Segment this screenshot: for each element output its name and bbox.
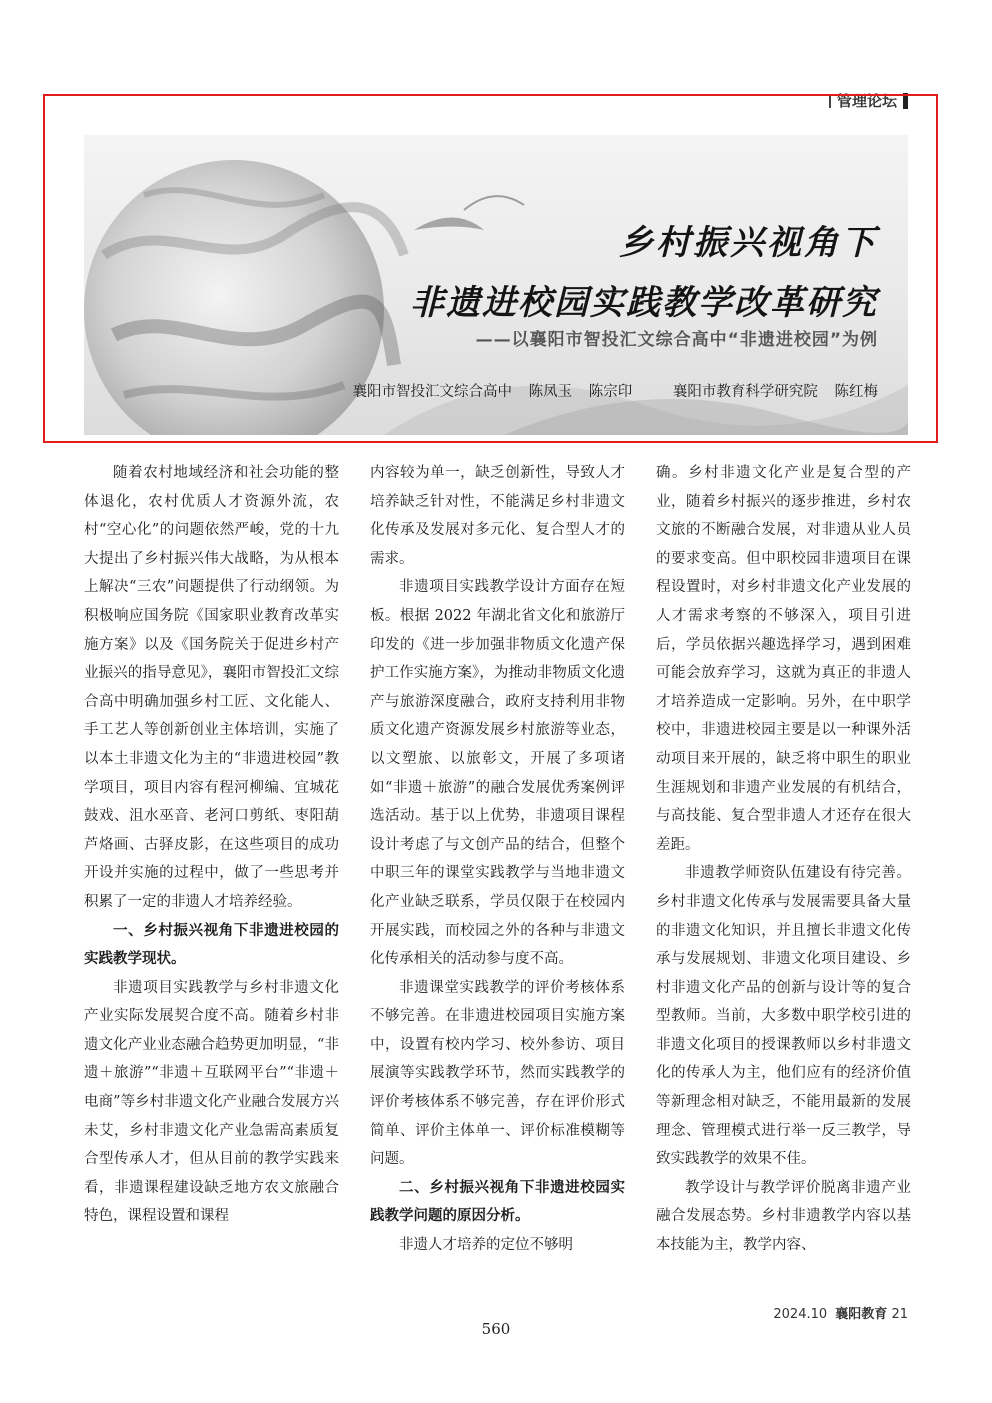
text-column-3 [656, 459, 911, 1260]
author-name: 陈红梅 [834, 384, 878, 400]
author-affiliation: 襄阳市智投汇文综合高中 [352, 384, 513, 400]
paragraph: 内容较为单一，缺乏创新性，导致人才培养缺乏针对性，不能满足乡村非遗文化传承及发展对多元化、复合型人才的需求。 [370, 465, 625, 567]
author-affiliation: 襄阳市教育科学研究院 [672, 384, 818, 400]
paragraph: 非遗项目实践教学与乡村非遗文化产业实际发展契合度不高。随着乡村非遗文化产业业态融合趋势更加明显，“非遗＋旅游”“非遗＋互联网平台”“非遗＋电商”等乡村非遗文化产业融合发展方兴未艾，乡村非遗文化产业急需高素质复合型传承人才，但从目前的教学实践来看，非遗课程建设缺乏地方农文旅融合特色，课程设置和课程 [84, 979, 339, 1225]
paragraph: 非遗教学师资队伍建设有待完善。乡村非遗文化传承与发展需要具备大量的非遗文化知识，并且擅长非遗文化传承与发展规划、非遗文化项目建设、乡村非遗文化产品的创新与设计等的复合型教师。当前，大多数中职学校引进的非遗文化项目的授课教师以乡村非遗文化的传承人为主，他们应有的经济价值等新理念相对缺乏，不能用最新的发展理念、管理模式进行举一反三教学，导致实践教学的效果不佳。 [656, 865, 911, 1168]
journal-name: 襄阳教育 [835, 1307, 888, 1322]
author-name: 陈凤玉 [528, 384, 573, 400]
article-subtitle: ——以襄阳市智投汇文综合高中“非遗进校园”为例 [475, 330, 878, 350]
paragraph: 确。乡村非遗文化产业是复合型的产业，随着乡村振兴的逐步推进，乡村农文旅的不断融合发展，对非遗从业人员的要求变高。但中职校园非遗项目在课程设置时，对乡村非遗文化产业发展的人才需求考察的不够深入，项目引进后，学员依据兴趣选择学习，遇到困难可能会放弃学习，这就为真正的非遗人才培养造成一定影响。另外，在中职学校中，非遗进校园主要是以一种课外活动项目来开展的，缺乏将中职生的职业生涯规划和非遗产业发展的有机结合，与高技能、复合型非遗人才还存在很大差距。 [656, 465, 911, 853]
highlight-box [43, 94, 938, 443]
page-number: 560 [481, 1320, 511, 1338]
paragraph: 教学设计与教学评价脱离非遗产业融合发展态势。乡村非遗教学内容以基本技能为主，教学内容、 [656, 1179, 911, 1254]
paragraph: 非遗课堂实践教学的评价考核体系不够完善。在非遗进校园项目实施方案中，设置有校内学习、校外参访、项目展演等实践教学环节，然而实践教学的评价考核体系不够完善，存在评价形式简单、评价主体单一、评价标准模糊等问题。 [370, 979, 625, 1168]
paragraph: 非遗人才培养的定位不够明 [399, 1237, 573, 1254]
paragraph: 非遗项目实践教学设计方面存在短板。根据 2022 年湖北省文化和旅游厅印发的《进一步加强非物质文化遗产保护工作实施方案》，为推动非物质文化遗产与旅游深度融合，政府支持利用非物质文化遗产资源发展乡村旅游等业态，以文塑旅、以旅彰文，开展了多项诸如“非遗＋旅游”的融合发展优秀案例评选活动。基于以上优势，非遗项目课程设计考虑了与文创产品的结合，但整个中职三年的课堂实践教学与当地非遗文化产业缺乏联系，学员仅限于在校园内开展实践，而校园之外的各种与非遗文化传承相关的活动参与度不高。 [370, 579, 625, 968]
author-name: 陈宗印 [588, 384, 633, 400]
paragraph: 随着农村地域经济和社会功能的整体退化，农村优质人才资源外流，农村“空心化”的问题依然严峻，党的十九大提出了乡村振兴伟大战略，为从根本上解决“三农”问题提供了行动纲领。为积极响应国务院《国家职业教育改革实施方案》以及《国务院关于促进乡村产业振兴的指导意见》，襄阳市智投汇文综合高中明确加强乡村工匠、文化能人、手工艺人等创新创业主体培训，实施了以本土非遗文化为主的“非遗进校园”教学项目，项目内容有程河柳编、宜城花鼓戏、沮水巫音、老河口剪纸、枣阳葫芦烙画、古驿皮影，在这些项目的成功开设并实施的过程中，做了一些思考并积累了一定的非遗人才培养经验。 [84, 465, 339, 910]
section-heading: 二、乡村振兴视角下非遗进校园实践教学问题的原因分析。 [370, 1179, 625, 1225]
text-column-2 [370, 459, 625, 1260]
journal-page: 21 [891, 1307, 908, 1322]
article-title-line2: 非遗进校园实践教学改革研究 [410, 283, 878, 323]
issue-date: 2024.10 [773, 1307, 828, 1322]
article-title-line1: 乡村振兴视角下 [619, 223, 878, 263]
text-column-1 [84, 459, 339, 1231]
section-tag-label: 管理论坛 [836, 92, 897, 110]
section-heading: 一、乡村振兴视角下非遗进校园的实践教学现状。 [84, 922, 339, 968]
